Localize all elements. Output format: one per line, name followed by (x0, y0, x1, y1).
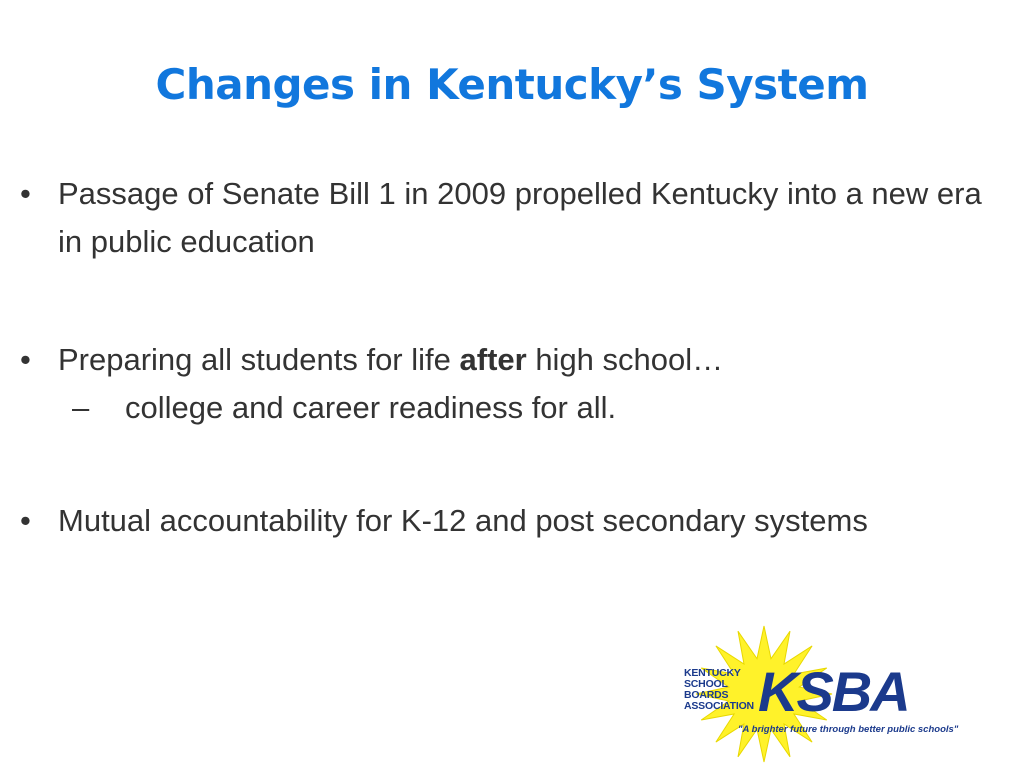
bullet-marker: • (20, 503, 31, 538)
bullet-list (20, 170, 1010, 545)
bullet-item (20, 497, 1010, 545)
sub-bullet-marker: – (72, 390, 90, 425)
logo-wordmark: KSBA (758, 660, 909, 723)
sub-bullet-text: college and career readiness for all. (125, 390, 617, 425)
ksba-logo (676, 624, 976, 764)
bullet-text: Mutual accountability for K-12 and post secondary systems (58, 503, 868, 538)
bullet-marker: • (20, 342, 31, 377)
sub-bullet-item (20, 384, 1010, 432)
bullet-text: Passage of Senate Bill 1 in 2009 propelled Kentucky into a new era in public education (58, 176, 982, 259)
bullet-marker: • (20, 176, 31, 211)
logo-org-name: KENTUCKY SCHOOL BOARDS ASSOCIATION (684, 667, 754, 712)
bullet-emphasis: after (459, 342, 527, 377)
slide-title: Changes in Kentucky’s System (155, 60, 869, 109)
bullet-text: high school… (526, 342, 724, 377)
bullet-item (20, 336, 1010, 384)
bullet-item (20, 170, 1010, 266)
bullet-text: Preparing all students for life (58, 342, 460, 377)
logo-tagline: "A brighter future through better public schools" (738, 724, 959, 735)
